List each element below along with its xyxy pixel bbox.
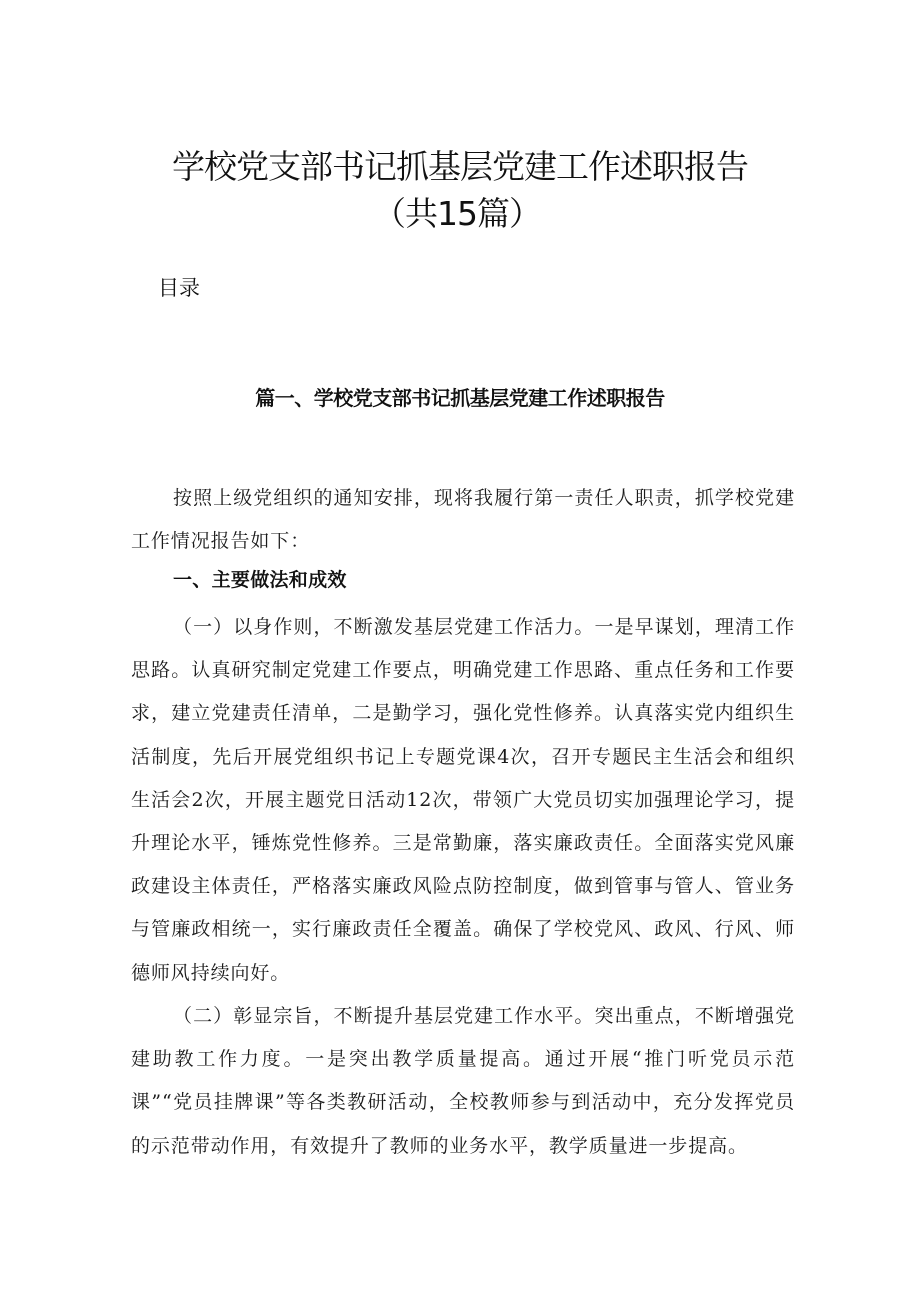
document-subtitle: （共15篇） [373,194,541,233]
document-title: 学校党支部书记抓基层党建工作述职报告 [172,147,748,186]
body-paragraph-1: （一）以身作则，不断激发基层党建工作活力。一是早谋划，理清工作思路。认真研究制定党建工作要点，明确党建工作思路、重点任务和工作要求，建立党建责任清单，二是勤学习，强化党性修养。认真落实党内组织生活制度，先后开展党组织书记上专题党课4次，召开专题民主生活会和组织生活会2次，开展主题党日活动12次，带领广大党员切实加强理论学习，提升理论水平，锤炼党性修养。三是常勤廉，落实廉政责任。全面落实党风廉政建设主体责任，严格落实廉政风险点防控制度，做到管事与管人、管业务与管廉政相统一，实行廉政责任全覆盖。确保了学校党风、政风、行风、师德师风持续向好。 [131,616,795,984]
intro-paragraph: 按照上级党组织的通知安排，现将我履行第一责任人职责，抓学校党建工作情况报告如下： [131,487,795,553]
toc-label: 目录 [158,276,200,300]
body-paragraph-2: （二）彰显宗旨，不断提升基层党建工作水平。突出重点，不断增强党建助教工作力度。一是突出教学质量提高。通过开展“推门听党员示范课”“党员挂牌课”等各类教研活动，全校教师参与到活动中，充分发挥党员的示范带动作用，有效提升了教师的业务水平，教学质量进一步提高。 [131,1005,795,1157]
chapter-title: 篇一、学校党支部书记抓基层党建工作述职报告 [255,386,665,410]
section-heading: 一、主要做法和成效 [173,569,347,591]
